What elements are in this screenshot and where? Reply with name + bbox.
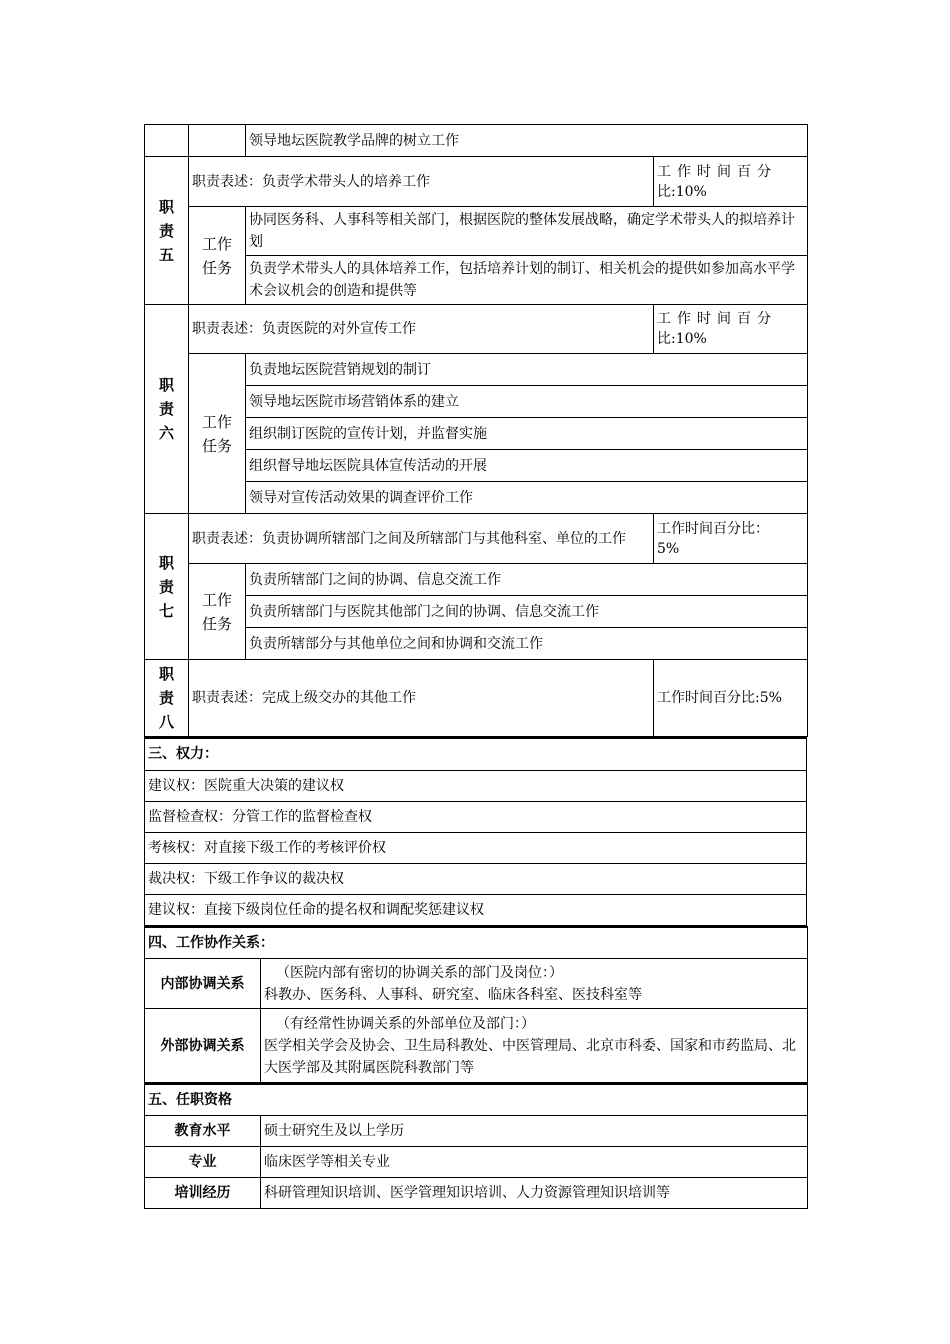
qualification-value: 临床医学等相关专业 (261, 1146, 808, 1177)
duty-7-time-percentage: 工作时间百分比： 5% (654, 514, 808, 564)
task-item: 协同医务科、人事科等相关部门，根据医院的整体发展战略，确定学术带头人的拟培养计划 (246, 207, 808, 256)
qualification-label: 培训经历 (145, 1177, 261, 1208)
power-item: 裁决权：下级工作争议的裁决权 (145, 863, 807, 894)
powers-heading: 三、权力： (145, 738, 807, 770)
duty-6-tasks-label: 工作 任务 (189, 354, 246, 514)
qualification-row (145, 1146, 808, 1177)
task-item: 负责所辖部门之间的协调、信息交流工作 (246, 564, 808, 596)
duty-6-task-row (145, 354, 808, 386)
duty-5-label: 职 责 五 (145, 157, 189, 305)
qualifications-heading: 五、任职资格 (145, 1084, 808, 1115)
duty-7-desc-row (145, 514, 808, 564)
task-item: 领导对宣传活动效果的调查评价工作 (246, 482, 808, 514)
duty-5-description: 职责表述：负责学术带头人的培养工作 (189, 157, 654, 207)
relations-table (144, 926, 808, 1084)
qualification-value: 科研管理知识培训、医学管理知识培训、人力资源管理知识培训等 (261, 1177, 808, 1208)
duty-6-description: 职责表述：负责医院的对外宣传工作 (189, 305, 654, 354)
duty-7-task-row (145, 564, 808, 596)
task-item: 负责学术带头人的具体培养工作，包括培养计划的制订、相关机会的提供如参加高水平学术会议机会的创造和提供等 (246, 256, 808, 305)
task-item: 负责所辖部分与其他单位之间和协调和交流工作 (246, 628, 808, 660)
internal-relations-value: （医院内部有密切的协调关系的部门及岗位：） 科教办、医务科、人事科、研究室、临床各科室、医技科室等 (261, 959, 808, 1009)
external-relations-value: （有经常性协调关系的外部单位及部门：） 医学相关学会及协会、卫生局科教处、中医管理局、北京市科委、国家和市药监局、北大医学部及其附属医院科教部门等 (261, 1009, 808, 1083)
duty-8-row (145, 660, 808, 737)
qualification-label: 专业 (145, 1146, 261, 1177)
duty-7-label: 职 责 七 (145, 514, 189, 660)
task-item: 组织制订医院的宣传计划，并监督实施 (246, 418, 808, 450)
duty-label-cell (145, 125, 189, 157)
external-relations-label: 外部协调关系 (145, 1009, 261, 1083)
duty-6-label: 职 责 六 (145, 305, 189, 514)
task-item: 负责所辖部门与医院其他部门之间的协调、信息交流工作 (246, 596, 808, 628)
duty-6-desc-row (145, 305, 808, 354)
power-item: 建议权：直接下级岗位任命的提名权和调配奖惩建议权 (145, 894, 807, 925)
internal-relations-row (145, 959, 808, 1009)
duty-7-description: 职责表述：负责协调所辖部门之间及所辖部门与其他科室、单位的工作 (189, 514, 654, 564)
tasks-label-cell (189, 125, 246, 157)
duty-7-tasks-label: 工作 任务 (189, 564, 246, 660)
duty-6-time-percentage: 工作时间百分 比:10% (654, 305, 808, 354)
duty-5-desc-row (145, 157, 808, 207)
powers-table (144, 737, 807, 926)
qualification-row (145, 1115, 808, 1146)
external-relations-row (145, 1009, 808, 1083)
task-item: 领导地坛医院教学品牌的树立工作 (246, 125, 808, 157)
task-item: 组织督导地坛医院具体宣传活动的开展 (246, 450, 808, 482)
qualification-label: 教育水平 (145, 1115, 261, 1146)
power-item: 考核权：对直接下级工作的考核评价权 (145, 832, 807, 863)
internal-relations-label: 内部协调关系 (145, 959, 261, 1009)
duty-8-description: 职责表述：完成上级交办的其他工作 (189, 660, 654, 737)
duty-5-tasks-label: 工作 任务 (189, 207, 246, 305)
job-description-sheet (144, 124, 807, 1209)
power-item: 监督检查权：分管工作的监督检查权 (145, 801, 807, 832)
duty-5-task-row (145, 207, 808, 256)
relations-heading: 四、工作协作关系： (145, 927, 808, 959)
duties-table (144, 124, 808, 737)
task-item: 领导地坛医院市场营销体系的建立 (246, 386, 808, 418)
duty-5-time-percentage: 工作时间百分 比:10% (654, 157, 808, 207)
qualification-value: 硕士研究生及以上学历 (261, 1115, 808, 1146)
task-item: 负责地坛医院营销规划的制订 (246, 354, 808, 386)
qualification-row (145, 1177, 808, 1208)
power-item: 建议权：医院重大决策的建议权 (145, 770, 807, 801)
duty-8-label: 职 责 八 (145, 660, 189, 737)
duty-8-time-percentage: 工作时间百分比:5% (654, 660, 808, 737)
duty-continuation-row (145, 125, 808, 157)
qualifications-table (144, 1083, 808, 1209)
